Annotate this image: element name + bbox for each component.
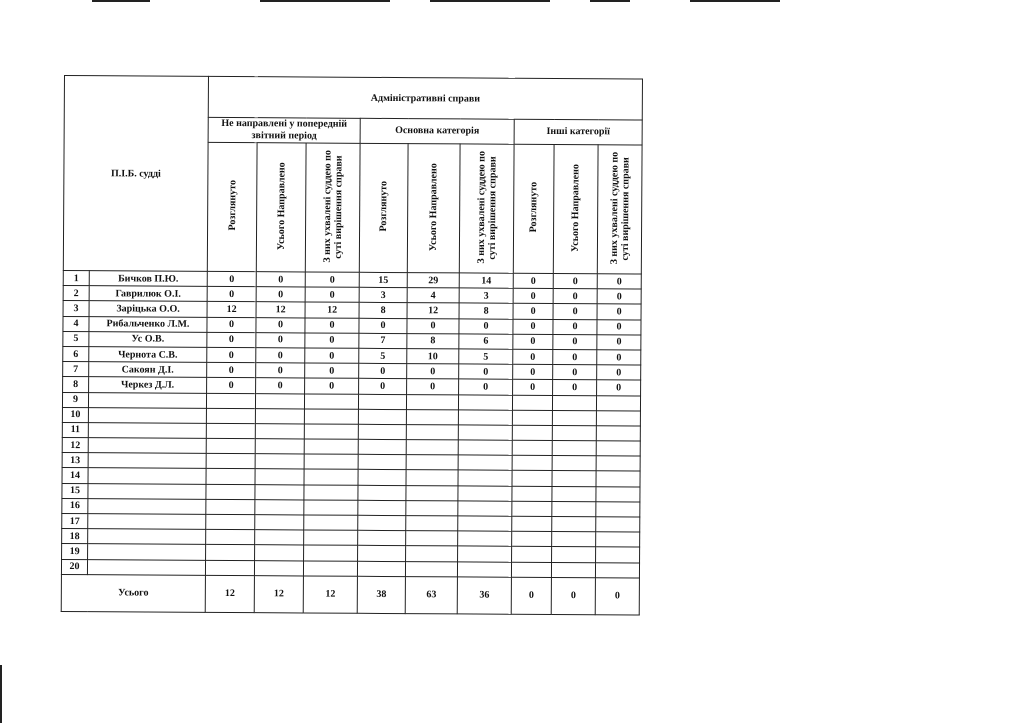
value-cell [596, 410, 640, 425]
column-header [513, 144, 554, 273]
value-cell [512, 440, 552, 455]
value-cell [552, 441, 596, 456]
value-cell: 0 [207, 347, 256, 362]
value-cell [358, 394, 406, 409]
subgroup-header: Основна категорія [360, 118, 514, 144]
value-cell [596, 532, 640, 547]
row-number: 2 [63, 286, 89, 301]
value-cell: 0 [305, 318, 359, 334]
value-cell [512, 425, 552, 440]
value-cell: 0 [597, 335, 641, 350]
value-cell [458, 531, 512, 547]
value-cell [596, 471, 640, 486]
row-number: 5 [63, 331, 89, 346]
value-cell [206, 530, 255, 545]
value-cell: 0 [513, 319, 553, 334]
judge-name: Бичков П.Ю. [89, 271, 207, 287]
row-number: 4 [63, 316, 89, 331]
value-cell [406, 485, 458, 501]
row-number: 10 [62, 407, 88, 422]
value-cell [596, 441, 640, 456]
value-cell [406, 546, 458, 562]
value-cell [596, 502, 640, 517]
value-cell [358, 439, 406, 454]
value-cell: 12 [407, 303, 459, 319]
value-cell: 0 [207, 378, 256, 393]
value-cell: 8 [359, 303, 407, 318]
value-cell: 0 [553, 289, 597, 304]
value-cell [304, 393, 358, 409]
value-cell [552, 516, 596, 531]
column-header [207, 142, 257, 271]
value-cell [358, 515, 406, 530]
judge-name: Гаврилюк О.І. [89, 286, 207, 302]
value-cell [552, 410, 596, 425]
value-cell: 0 [597, 274, 641, 289]
value-cell [552, 532, 596, 547]
value-cell: 0 [513, 304, 553, 319]
value-cell [458, 470, 512, 486]
value-cell: 0 [513, 364, 553, 379]
value-cell [255, 393, 304, 408]
value-cell [206, 408, 255, 423]
value-cell [552, 501, 596, 516]
value-cell [596, 547, 640, 562]
value-cell [406, 470, 458, 486]
value-cell [458, 394, 512, 410]
value-cell [552, 471, 596, 486]
value-cell [358, 485, 406, 500]
column-header-label: Усього Направлено [427, 162, 440, 251]
column-header-label: З них ухвалені суддею по суті вирішення справи [321, 149, 345, 263]
judge-name [88, 453, 206, 469]
scan-edge-mark [260, 0, 390, 2]
judge-name [88, 468, 206, 484]
value-cell: 0 [407, 379, 459, 395]
value-cell [552, 425, 596, 440]
value-cell: 0 [513, 273, 553, 288]
value-cell [358, 470, 406, 485]
value-cell [255, 454, 304, 469]
value-cell: 0 [305, 363, 359, 379]
value-cell [552, 395, 596, 410]
total-row [61, 574, 639, 615]
subgroup-header: Інші категорії [514, 119, 642, 145]
value-cell [255, 424, 304, 439]
subgroup-header: Не направлені у попередній звітний період [208, 117, 360, 143]
value-cell: 0 [207, 332, 256, 347]
value-cell: 0 [359, 318, 407, 333]
value-cell: 0 [553, 349, 597, 364]
value-cell: 12 [256, 302, 305, 317]
value-cell [205, 560, 254, 575]
value-cell [512, 531, 552, 546]
judge-name [88, 438, 206, 454]
row-number: 1 [63, 270, 89, 285]
value-cell [512, 395, 552, 410]
value-cell [512, 471, 552, 486]
column-header-label: З них ухвалені суддею по суті вирішення справи [608, 151, 632, 265]
row-number: 20 [61, 559, 87, 574]
value-cell: 0 [553, 380, 597, 395]
value-cell: 12 [207, 302, 256, 317]
value-cell: 0 [553, 365, 597, 380]
value-cell: 0 [305, 378, 359, 394]
report-table [61, 75, 643, 615]
row-number: 14 [62, 468, 88, 483]
value-cell [206, 393, 255, 408]
value-cell [254, 560, 303, 575]
value-cell [552, 547, 596, 562]
value-cell [255, 545, 304, 560]
column-header-label: Розглянуто [226, 180, 238, 231]
value-cell: 0 [597, 304, 641, 319]
value-cell [358, 409, 406, 424]
value-cell [255, 515, 304, 530]
scan-edge-mark [92, 0, 150, 2]
value-cell [255, 469, 304, 484]
value-cell [358, 424, 406, 439]
value-cell [255, 530, 304, 545]
value-cell [358, 546, 406, 561]
value-cell: 0 [513, 288, 553, 303]
total-value: 12 [205, 575, 254, 612]
value-cell: 0 [513, 349, 553, 364]
value-cell [206, 438, 255, 453]
row-number: 16 [62, 498, 88, 513]
value-cell: 0 [597, 319, 641, 334]
judge-name: Рибальченко Л.М. [89, 316, 207, 332]
value-cell [206, 499, 255, 514]
value-cell: 12 [305, 302, 359, 318]
column-header-label: Розглянуто [528, 182, 540, 233]
value-cell [255, 408, 304, 423]
judge-name-header: П.І.Б. судді [63, 76, 208, 272]
value-cell [551, 562, 595, 577]
value-cell: 29 [407, 273, 459, 289]
value-cell: 0 [359, 363, 407, 378]
value-cell [552, 456, 596, 471]
total-value: 63 [405, 576, 457, 613]
row-number: 19 [62, 544, 88, 559]
row-number: 6 [63, 346, 89, 361]
judge-name [87, 559, 205, 575]
value-cell [303, 561, 357, 577]
row-number: 13 [62, 453, 88, 468]
value-cell: 0 [256, 378, 305, 393]
value-cell [304, 469, 358, 485]
value-cell [358, 500, 406, 515]
value-cell: 10 [407, 349, 459, 365]
judge-name [88, 514, 206, 530]
value-cell [457, 561, 511, 577]
value-cell: 0 [553, 319, 597, 334]
value-cell [406, 440, 458, 456]
judge-name: Чернота С.В. [89, 347, 207, 363]
scan-edge-mark [590, 0, 630, 2]
value-cell: 0 [256, 348, 305, 363]
value-cell [511, 562, 551, 577]
table-body [61, 270, 641, 614]
value-cell: 0 [305, 272, 359, 288]
column-header-label: Усього Направлено [569, 163, 582, 252]
column-header [305, 143, 360, 272]
value-cell: 5 [459, 349, 513, 365]
judge-name [88, 407, 206, 423]
value-cell [358, 455, 406, 470]
judge-name: Заріцька О.О. [89, 301, 207, 317]
value-cell: 0 [597, 350, 641, 365]
judge-name: Сакоян Д.І. [89, 362, 207, 378]
value-cell [512, 547, 552, 562]
value-cell: 4 [407, 288, 459, 304]
value-cell: 0 [256, 287, 305, 302]
column-header [597, 145, 642, 274]
value-cell: 0 [459, 318, 513, 334]
value-cell [596, 517, 640, 532]
value-cell [512, 455, 552, 470]
value-cell: 6 [459, 334, 513, 350]
value-cell [406, 531, 458, 547]
value-cell [304, 424, 358, 440]
value-cell [458, 455, 512, 471]
value-cell: 15 [359, 272, 407, 287]
judge-name [88, 529, 206, 545]
total-value: 0 [595, 578, 639, 615]
value-cell: 0 [256, 332, 305, 347]
judge-name [88, 423, 206, 439]
row-number: 12 [62, 438, 88, 453]
value-cell [512, 486, 552, 501]
value-cell [304, 454, 358, 470]
scan-edge-mark [430, 0, 550, 2]
value-cell [458, 486, 512, 502]
value-cell [206, 484, 255, 499]
value-cell: 8 [459, 303, 513, 319]
value-cell: 0 [207, 287, 256, 302]
value-cell: 0 [305, 333, 359, 349]
value-cell [206, 423, 255, 438]
value-cell: 0 [305, 287, 359, 303]
value-cell [206, 454, 255, 469]
value-cell: 0 [407, 364, 459, 380]
value-cell: 0 [256, 317, 305, 332]
value-cell: 0 [256, 363, 305, 378]
value-cell: 0 [305, 348, 359, 364]
value-cell: 0 [597, 380, 641, 395]
value-cell: 0 [459, 379, 513, 395]
value-cell: 0 [359, 379, 407, 394]
value-cell [304, 545, 358, 561]
value-cell [406, 424, 458, 440]
value-cell: 0 [207, 317, 256, 332]
value-cell: 0 [553, 334, 597, 349]
value-cell [304, 515, 358, 531]
row-number: 15 [62, 483, 88, 498]
judge-name [88, 483, 206, 499]
column-header-label: Розглянуто [378, 181, 390, 232]
value-cell [406, 409, 458, 425]
value-cell [596, 456, 640, 471]
value-cell [255, 439, 304, 454]
judge-name: Черкез Д.Л. [89, 377, 207, 393]
value-cell: 0 [256, 272, 305, 287]
value-cell [512, 516, 552, 531]
column-header-label: Усього Направлено [275, 161, 287, 250]
total-value: 12 [254, 575, 303, 612]
column-header [459, 144, 514, 273]
value-cell [406, 394, 458, 410]
column-header [407, 144, 460, 273]
value-cell: 14 [459, 273, 513, 289]
value-cell: 3 [459, 288, 513, 304]
row-number: 17 [62, 513, 88, 528]
value-cell [458, 546, 512, 562]
row-number: 9 [62, 392, 88, 407]
value-cell: 0 [207, 271, 256, 286]
value-cell [405, 561, 457, 577]
value-cell [406, 500, 458, 516]
value-cell: 3 [359, 287, 407, 302]
total-value: 0 [551, 577, 595, 614]
value-cell: 5 [359, 348, 407, 363]
value-cell [406, 455, 458, 471]
value-cell: 0 [597, 289, 641, 304]
judge-name [88, 498, 206, 514]
value-cell: 8 [407, 333, 459, 349]
value-cell: 0 [407, 318, 459, 334]
value-cell [596, 426, 640, 441]
total-value: 36 [457, 577, 511, 614]
value-cell [458, 501, 512, 517]
value-cell: 0 [597, 365, 641, 380]
value-cell: 0 [513, 334, 553, 349]
value-cell [512, 501, 552, 516]
scan-edge-mark [0, 665, 2, 723]
value-cell [304, 439, 358, 455]
value-cell [304, 485, 358, 501]
group-header: Адміністративні справи [208, 76, 642, 120]
value-cell: 0 [553, 304, 597, 319]
row-number: 3 [63, 301, 89, 316]
column-header-label: З них ухвалені суддею по суті вирішення справи [475, 150, 499, 264]
value-cell [255, 499, 304, 514]
scan-edge-mark [690, 0, 780, 2]
value-cell [552, 486, 596, 501]
total-label: Усього [61, 574, 205, 612]
judge-name: Ус О.В. [89, 331, 207, 347]
column-header [553, 144, 598, 273]
total-value: 0 [511, 577, 551, 614]
total-value: 38 [357, 576, 405, 613]
value-cell: 0 [459, 364, 513, 380]
row-number: 11 [62, 422, 88, 437]
value-cell [206, 514, 255, 529]
value-cell [458, 410, 512, 426]
column-header [256, 143, 306, 272]
value-cell [358, 530, 406, 545]
value-cell [596, 395, 640, 410]
value-cell [458, 440, 512, 456]
value-cell [304, 500, 358, 516]
row-number: 7 [63, 362, 89, 377]
row-number: 18 [62, 529, 88, 544]
value-cell: 7 [359, 333, 407, 348]
row-number: 8 [63, 377, 89, 392]
value-cell [206, 469, 255, 484]
value-cell [458, 425, 512, 441]
value-cell [458, 516, 512, 532]
value-cell [595, 562, 639, 577]
value-cell [512, 410, 552, 425]
value-cell: 0 [513, 380, 553, 395]
value-cell [304, 409, 358, 425]
value-cell: 0 [207, 363, 256, 378]
judge-name [88, 392, 206, 408]
value-cell [255, 484, 304, 499]
value-cell [357, 561, 405, 576]
value-cell [304, 530, 358, 546]
value-cell [406, 516, 458, 532]
value-cell [206, 545, 255, 560]
judge-name [88, 544, 206, 560]
column-header [359, 143, 408, 272]
total-value: 12 [303, 576, 357, 613]
value-cell [596, 486, 640, 501]
value-cell: 0 [553, 273, 597, 288]
